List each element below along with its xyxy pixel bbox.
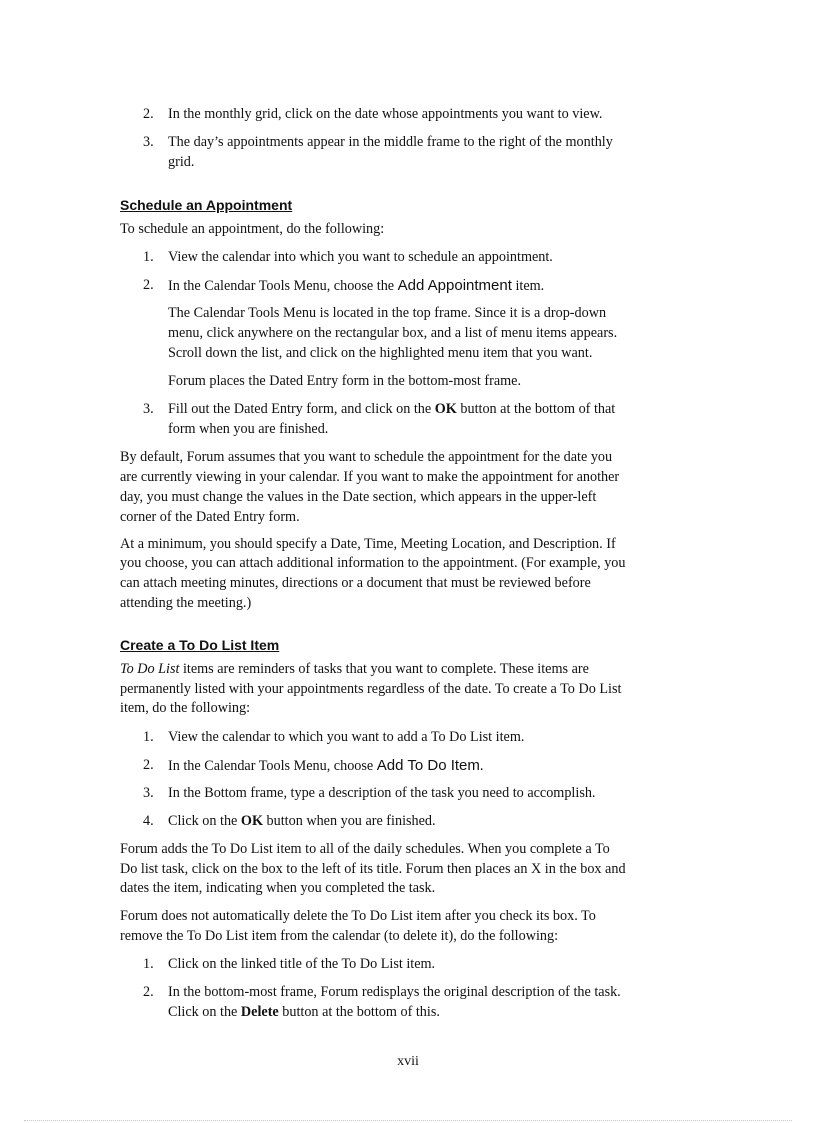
paragraph-line: menu, click anywhere on the rectangular box, and a list of menu items appears.	[168, 325, 618, 341]
list-number: 2.	[143, 277, 154, 293]
list-item-text: In the monthly grid, click on the date whose appointments you want to view.	[168, 106, 603, 122]
list-number: 3.	[143, 401, 154, 417]
list-item-text: View the calendar into which you want to schedule an appointment.	[168, 249, 553, 265]
list-number: 2.	[143, 984, 154, 1000]
list-number: 3.	[143, 785, 154, 801]
paragraph-line: remove the To Do List item from the calendar (to delete it), do the following:	[120, 928, 559, 944]
list-number: 4.	[143, 813, 154, 829]
paragraph-line: The Calendar Tools Menu is located in the top frame. Since it is a drop-down	[168, 305, 607, 321]
section-intro: To schedule an appointment, do the following:	[120, 221, 385, 237]
section-heading-schedule: Schedule an Appointment	[120, 197, 293, 213]
paragraph-line: are currently viewing in your calendar. If you want to make the appointment for another	[120, 469, 620, 485]
paragraph-line: Forum does not automatically delete the To Do List item after you check its box. To	[120, 908, 596, 924]
list-number: 1.	[143, 729, 154, 745]
paragraph-line: can attach meeting minutes, directions or a document that must be reviewed before	[120, 575, 591, 591]
list-number: 1.	[143, 249, 154, 265]
list-item-text: In the Bottom frame, type a description of the task you need to accomplish.	[168, 785, 596, 801]
paragraph-line: At a minimum, you should specify a Date, Time, Meeting Location, and Description. If	[120, 536, 616, 552]
page-border-line	[24, 1120, 792, 1121]
list-item-text: In the Calendar Tools Menu, choose Add To Do Item.	[168, 757, 484, 774]
paragraph-line: item, do the following:	[120, 700, 251, 716]
list-item-text: In the bottom-most frame, Forum redisplays the original description of the task.	[168, 984, 621, 1000]
list-number: 3.	[143, 134, 154, 150]
list-item-text: grid.	[168, 154, 195, 170]
page-number: xvii	[397, 1054, 419, 1069]
ui-item-name: Add Appointment	[397, 277, 512, 294]
paragraph-line: permanently listed with your appointments regardless of the date. To create a To Do List	[120, 681, 622, 697]
list-number: 2.	[143, 757, 154, 773]
paragraph-line: corner of the Dated Entry form.	[120, 509, 300, 525]
list-number: 2.	[143, 106, 154, 122]
paragraph-line: To Do List items are reminders of tasks that you want to complete. These items are	[120, 661, 589, 677]
list-item-text: In the Calendar Tools Menu, choose the Add Appointment item.	[168, 277, 545, 294]
paragraph-line: By default, Forum assumes that you want to schedule the appointment for the date you	[120, 449, 613, 465]
list-item-text: The day’s appointments appear in the middle frame to the right of the monthly	[168, 134, 613, 150]
paragraph-line: dates the item, indicating when you completed the task.	[120, 880, 436, 896]
list-item-text: Fill out the Dated Entry form, and click on the OK button at the bottom of that	[168, 401, 616, 417]
list-number: 1.	[143, 956, 154, 972]
paragraph-line: Forum adds the To Do List item to all of the daily schedules. When you complete a To	[120, 841, 610, 857]
paragraph-line: Forum places the Dated Entry form in the bottom-most frame.	[168, 373, 522, 389]
ui-item-name: Add To Do Item	[376, 757, 480, 774]
paragraph-line: Scroll down the list, and click on the highlighted menu item that you want.	[168, 345, 593, 361]
paragraph-line: day, you must change the values in the Date section, which appears in the upper-left	[120, 489, 597, 505]
list-item-text: Click on the OK button when you are finished.	[168, 813, 436, 829]
list-item-text: Click on the Delete button at the bottom of this.	[168, 1004, 440, 1020]
list-item-text: form when you are finished.	[168, 421, 329, 437]
paragraph-line: Do list task, click on the box to the left of its title. Forum then places an X in the box and	[120, 861, 626, 877]
paragraph-line: you choose, you can attach additional information to the appointment. (For example, you	[120, 555, 626, 571]
paragraph-line: attending the meeting.)	[120, 595, 252, 611]
list-item-text: Click on the linked title of the To Do List item.	[168, 956, 436, 972]
section-heading-todo: Create a To Do List Item	[120, 637, 280, 653]
list-item-text: View the calendar to which you want to add a To Do List item.	[168, 729, 525, 745]
